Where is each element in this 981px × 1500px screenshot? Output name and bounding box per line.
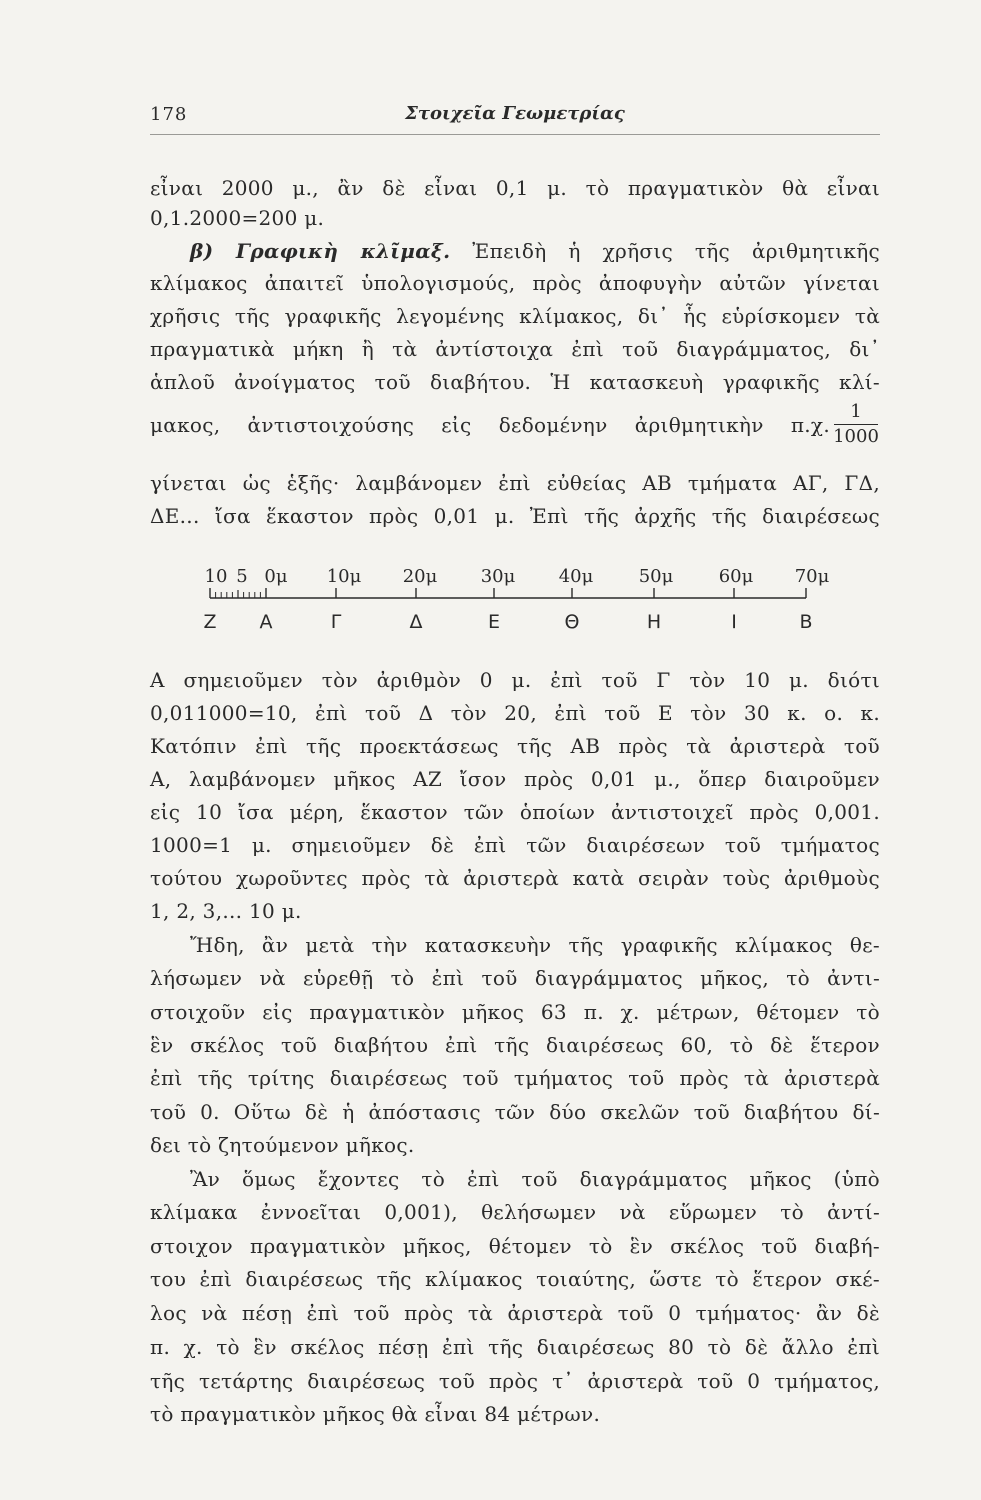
scale-top-label: 10μ (326, 566, 362, 587)
text-line: Κατόπιν ἐπὶ τῆς προεκτάσεως τῆς ΑΒ πρὸς τὰ ἀριστερὰ τοῦ (150, 734, 880, 758)
text-line: 1, 2, 3,... 10 μ. (150, 899, 302, 923)
scale-fraction (832, 402, 880, 447)
text-line: κλίμακα ἐννοεῖται 0,001), θελήσωμεν νὰ εὕρωμεν τὸ ἀντί- (150, 1200, 880, 1224)
scale-top-label: 0μ (264, 566, 288, 587)
section-heading: β) Γραφικὴ κλῖμαξ. (190, 239, 451, 263)
scale-point-label: Β (799, 611, 813, 633)
text-line: γίνεται ὡς ἑξῆς· λαμβάνομεν ἐπὶ εὐθείας ΑΒ τμήματα ΑΓ, ΓΔ, (150, 471, 880, 495)
scale-baseline (210, 588, 806, 598)
text-line: ἓν σκέλος τοῦ διαβήτου ἐπὶ τῆς διαιρέσεως 60, τὸ δὲ ἕτερον (150, 1033, 880, 1057)
text-line: κλίμακος ἀπαιτεῖ ὑπολογισμούς, πρὸς ἀποφυγὴν αὐτῶν γίνεται (150, 271, 880, 295)
text-line: λος νὰ πέσῃ ἐπὶ τοῦ πρὸς τὰ ἀριστερὰ τοῦ 0 τμήματος· ἂν δὲ (150, 1301, 880, 1325)
text-line: Α σημειοῦμεν τὸν ἀριθμὸν 0 μ. ἐπὶ τοῦ Γ τὸν 10 μ. διότι (150, 668, 880, 692)
scale-top-label: 5 (236, 566, 248, 587)
graphic-scale-figure (150, 560, 880, 660)
fraction-denominator: 1000 (833, 426, 879, 447)
scale-point-label: Ζ (203, 611, 217, 633)
text-line: ΔΕ... ἴσα ἕκαστον πρὸς 0,01 μ. Ἐπὶ τῆς ἀρχῆς τῆς διαιρέσεως (150, 504, 880, 528)
text-line: τὸ πραγματικὸν μῆκος θὰ εἶναι 84 μέτρων. (150, 1402, 601, 1426)
page-number: 178 (150, 104, 188, 125)
scale-point-label: Γ (330, 611, 342, 633)
scale-point-label: Η (646, 611, 662, 633)
scale-top-label: 40μ (558, 566, 594, 587)
scale-point-label: Α (259, 611, 273, 633)
text-line: στοιχοῦν εἰς πραγματικὸν μῆκος 63 π. χ. μέτρων, θέτομεν τὸ (150, 1000, 880, 1024)
running-title: Στοιχεῖα Γεωμετρίας (405, 103, 625, 124)
scale-point-label: Θ (564, 611, 580, 633)
text-line: εἶναι 2000 μ., ἂν δὲ εἶναι 0,1 μ. τὸ πραγματικὸν θὰ εἶναι (150, 176, 880, 200)
scale-point-label: Δ (409, 611, 423, 633)
scale-point-label: Ε (487, 611, 501, 633)
scale-top-label: 50μ (638, 566, 674, 587)
text-line: μακος, ἀντιστοιχούσης εἰς δεδομένην ἀριθμητικὴν π.χ. (150, 413, 830, 437)
scale-top-label: 60μ (718, 566, 754, 587)
scale-point-label: Ι (731, 611, 737, 633)
scale-top-label: 10 (204, 566, 228, 587)
text-line: δει τὸ ζητούμενον μῆκος. (150, 1133, 415, 1157)
page-header (150, 100, 880, 135)
text-line: ἐπὶ τῆς τρίτης διαιρέσεως τοῦ τμήματος τοῦ πρὸς τὰ ἀριστερὰ (150, 1066, 880, 1090)
text-line: π. χ. τὸ ἓν σκέλος πέσῃ ἐπὶ τῆς διαιρέσεως 80 τὸ δὲ ἄλλο ἐπὶ (150, 1335, 880, 1359)
text-line: ἁπλοῦ ἀνοίγματος τοῦ διαβήτου. Ἡ κατασκευὴ γραφικῆς κλί- (150, 370, 880, 394)
text-line: λήσωμεν νὰ εὑρεθῇ τὸ ἐπὶ τοῦ διαγράμματος μῆκος, τὸ ἀντι- (150, 966, 880, 990)
text-line: 1000=1 μ. σημειοῦμεν δὲ ἐπὶ τῶν διαιρέσεων τοῦ τμήματος (150, 833, 880, 857)
text-line: του ἐπὶ διαιρέσεως τῆς κλίμακος τοιαύτης, ὥστε τὸ ἕτερον σκέ- (150, 1267, 880, 1291)
text-line: στοιχον πραγματικὸν μῆκος, θέτομεν τὸ ἓν σκέλος τοῦ διαβή- (150, 1234, 880, 1258)
text-line: 0,011000=10, ἐπὶ τοῦ Δ τὸν 20, ἐπὶ τοῦ Ε τὸν 30 κ. ο. κ. (150, 701, 880, 725)
scale-top-label: 20μ (402, 566, 438, 587)
scale-top-label: 70μ (794, 566, 830, 587)
fraction-numerator: 1 (850, 401, 862, 422)
text-line: 0,1.2000=200 μ. (150, 206, 325, 230)
text-line: Ἤδη, ἂν μετὰ τὴν κατασκευὴν τῆς γραφικῆς κλίμακος θε- (190, 933, 880, 957)
text-line: εἰς 10 ἴσα μέρη, ἕκαστον τῶν ὁποίων ἀντιστοιχεῖ πρὸς 0,001. (150, 800, 880, 824)
text-line: πραγματικὰ μήκη ἢ τὰ ἀντίστοιχα ἐπὶ τοῦ διαγράμματος, δι᾽ (150, 337, 880, 361)
text-line: χρῆσις τῆς γραφικῆς λεγομένης κλίμακος, δι᾽ ἧς εὑρίσκομεν τὰ (150, 304, 880, 328)
text-line: Ἂν ὅμως ἔχοντες τὸ ἐπὶ τοῦ διαγράμματος μῆκος (ὑπὸ (190, 1167, 880, 1191)
text-line: τῆς τετάρτης διαιρέσεως τοῦ πρὸς τ᾽ ἀριστερὰ τοῦ 0 τμήματος, (150, 1369, 880, 1393)
text-line: τούτου χωροῦντες πρὸς τὰ ἀριστερὰ κατὰ σειρὰν τοὺς ἀριθμοὺς (150, 866, 880, 890)
scale-top-label: 30μ (480, 566, 516, 587)
text-line: β) Γραφικὴ κλῖμαξ. Ἐπειδὴ ἡ χρῆσις τῆς ἀριθμητικῆς (190, 239, 880, 263)
text-line: Α, λαμβάνομεν μῆκος ΑΖ ἴσον πρὸς 0,01 μ., ὅπερ διαιροῦμεν (150, 767, 880, 791)
text-line: τοῦ 0. Οὕτω δὲ ἡ ἀπόστασις τῶν δύο σκελῶν τοῦ διαβήτου δί- (150, 1100, 880, 1124)
